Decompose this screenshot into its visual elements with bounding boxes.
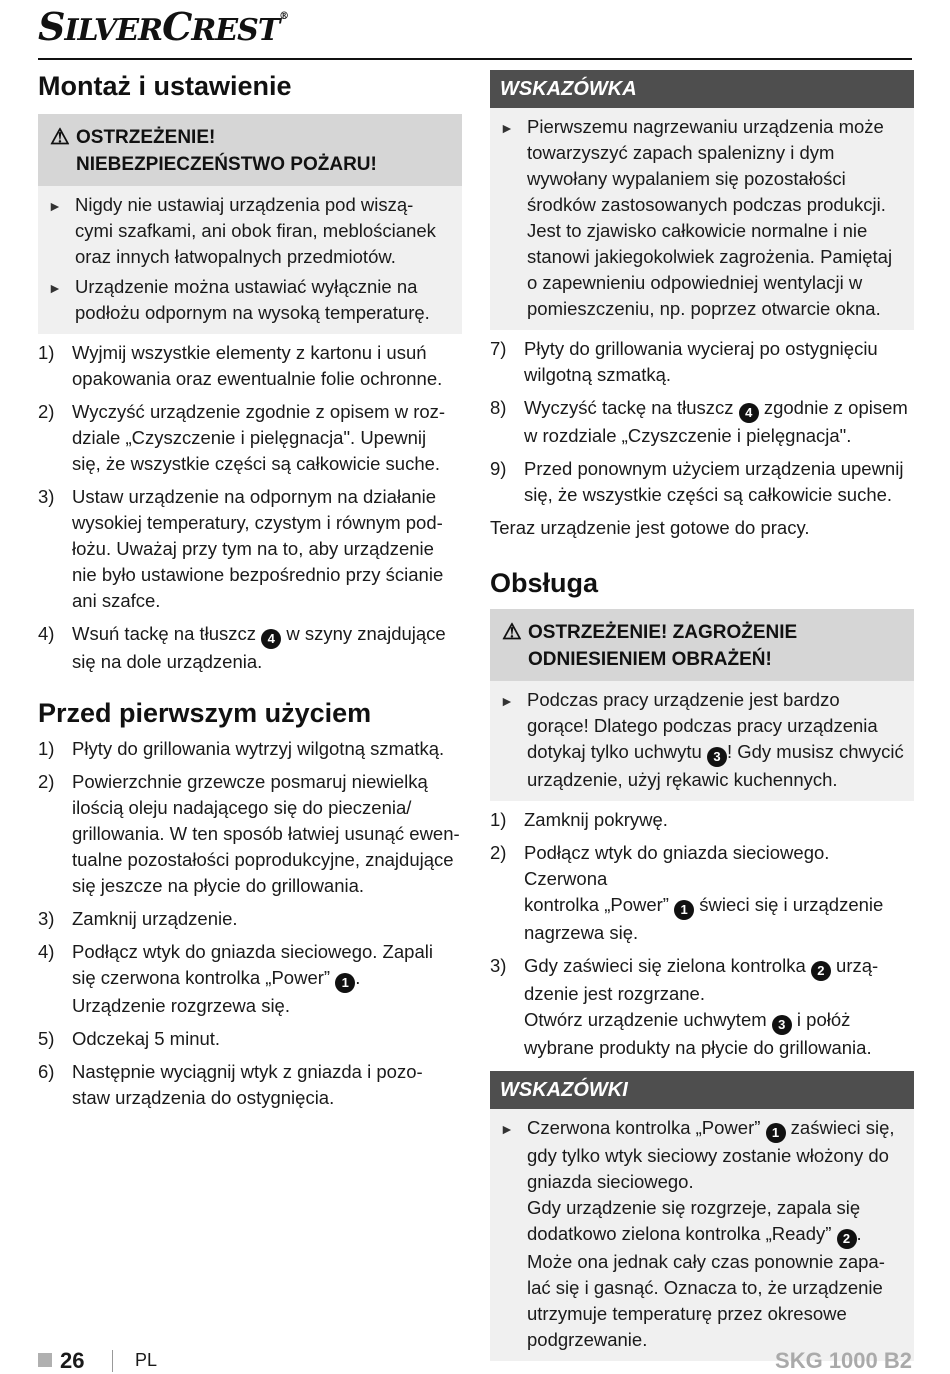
warning-bullet: ► Urządzenie można ustawiać wyłącznie na podłożu odpornym na wysoką temperaturę. (48, 274, 452, 326)
brand-logo: SILVERCREST® (38, 4, 289, 49)
step-item: 6) Następnie wyciągnij wtyk z gniazda i pozo- staw urządzenia do ostygnięcia. (38, 1061, 423, 1109)
ref-number-icon: 3 (772, 1015, 792, 1035)
language-code: PL (135, 1350, 158, 1370)
note-bullet: ► Czerwona kontrolka „Power” 1 zaświeci się, gdy tylko wtyk sieciowy zostanie włożony do gniazda sieciowego. Gdy urządzenie się rozgrzeje, zapala się dodatkowo zielona kontrolka „Ready” 2 . Może ona jednak cały czas ponownie zapa- lać się i gasnąć. Oznacza to, że urządzenie utrzymuje temperaturę przez okresowe podgrzewanie. (500, 1115, 904, 1353)
section-title-montaz: Montaż i ustawienie (38, 71, 292, 101)
ready-text: Teraz urządzenie jest gotowe do pracy. (490, 517, 810, 538)
footer-divider (112, 1350, 113, 1372)
step-item: 1) Zamknij pokrywę. (490, 808, 668, 830)
step-item: 2) Powierzchnie grzewcze posmaruj niewielką ilością oleju nadającego się do pieczenia/ grillowania. W ten sposób łatwiej usunąć ewen- tualne pozostałości poprodukcyjne, znajdujące się jeszcze na płycie do grillowania. (38, 771, 460, 897)
note-bullet: ► Pierwszemu nagrzewaniu urządzenia może towarzyszyć zapach spalenizny i dym wywołany wypalaniem się pozostałości środków zastosowanych podczas produkcji. Jest to zjawisko całkowicie normalne i nie stanowi jakiegokolwiek zagrożenia. Pamiętaj o zapewnieniu odpowiedniej wentylacji w pomieszczeniu, np. poprzez otwarcie okna. (500, 114, 904, 322)
ref-number-icon: 2 (837, 1229, 857, 1249)
note-title: WSKAZÓWKI (490, 1071, 914, 1109)
warning-triangle-icon: ⚠ (50, 123, 70, 149)
ref-number-icon: 4 (261, 629, 281, 649)
step-item: 8) Wyczyść tackę na tłuszcz 4 zgodnie z opisem w rozdziale „Czyszczenie i pielęgnacja". (490, 397, 908, 446)
page-footer (38, 1348, 912, 1374)
arrow-bullet-icon: ► (500, 1120, 514, 1137)
step-item: 4) Wsuń tackę na tłuszcz 4 w szyny znajdujące się na dole urządzenia. (38, 622, 446, 672)
left-column (38, 70, 462, 1118)
ref-number-icon: 3 (707, 747, 727, 767)
ref-number-icon: 4 (739, 403, 759, 423)
step-item: 7) Płyty do grillowania wycieraj po ostygnięciu wilgotną szmatką. (490, 338, 878, 385)
step-item: 3) Zamknij urządzenie. (38, 908, 238, 930)
note-box-first-heating (490, 70, 914, 330)
step-item: 9) Przed ponownym użyciem urządzenia upewnij się, że wszystkie części są całkowicie suche. (490, 458, 904, 505)
footer-square-icon (38, 1353, 52, 1367)
ref-number-icon: 1 (766, 1123, 786, 1143)
step-item: 2) Podłącz wtyk do gniazda sieciowego. Czerwona kontrolka „Power” 1 świeci się i urządzenie nagrzewa się. (490, 841, 884, 943)
step-item: 3) Gdy zaświeci się zielona kontrolka 2 urzą- dzenie jest rozgrzane. Otwórz urządzenie uchwytem 3 i połóż wybrane produkty na płycie do grillowania. (490, 954, 879, 1058)
arrow-bullet-icon: ► (500, 120, 514, 136)
step-item: 5) Odczekaj 5 minut. (38, 1028, 221, 1050)
step-item: 1) Płyty do grillowania wytrzyj wilgotną szmatką. (38, 738, 445, 760)
section-title-obsluga: Obsługa (490, 568, 599, 598)
header-rule (38, 58, 912, 60)
warning-box-fire: ⚠ OSTRZEŻENIE! NIEBEZPIECZEŃSTWO POŻARU! ► Nigdy nie ustawiaj urządzenia pod wiszą- cymi szafkami, ani obok firan, meblościanek oraz innych łatwopalnych przedmiotów. ► Urządzenie można ustawiać wyłącznie na podłożu odpornym na wysoką temperaturę. (38, 114, 462, 334)
arrow-bullet-icon: ► (48, 197, 62, 214)
page-number: 26 (60, 1348, 85, 1373)
warning-box-injury: ⚠ OSTRZEŻENIE! ZAGROŻENIE ODNIESIENIEM OBRAŻEŃ! ► Podczas pracy urządzenie jest bardzo gorące! Dlatego podczas pracy urządzenia dotykaj tylko uchwytu 3 ! Gdy musisz chwycić urządzenie, użyj rękawic kuchennych. (490, 609, 914, 801)
arrow-bullet-icon: ► (500, 692, 514, 709)
step-item: 1) Wyjmij wszystkie elementy z kartonu i usuń opakowania oraz ewentualnie folie ochronne. (38, 341, 443, 389)
warning-bullet: ► Podczas pracy urządzenie jest bardzo gorące! Dlatego podczas pracy urządzenia dotykaj tylko uchwytu 3 ! Gdy musisz chwycić urządzenie, użyj rękawic kuchennych. (500, 687, 904, 793)
note-title: WSKAZÓWKA (490, 70, 914, 108)
step-item: 2) Wyczyść urządzenie zgodnie z opisem w roz- dziale „Czyszczenie i pielęgnacja". Upewnij się, że wszystkie części są całkowicie suche. (38, 400, 446, 474)
warning-bullet: ► Nigdy nie ustawiaj urządzenia pod wiszą- cymi szafkami, ani obok firan, meblościanek oraz innych łatwopalnych przedmiotów. (48, 192, 452, 270)
section-title-przed-pierwszym: Przed pierwszym użyciem (38, 697, 372, 728)
ref-number-icon: 1 (335, 973, 355, 993)
step-item: 4) Podłącz wtyk do gniazda sieciowego. Zapali się czerwona kontrolka „Power” 1 . Urządzenie rozgrzewa się. (38, 941, 433, 1017)
note-box-indicators (490, 1071, 914, 1361)
ref-number-icon: 2 (811, 961, 831, 981)
model-number: SKG 1000 B2 (775, 1348, 912, 1373)
arrow-bullet-icon: ► (48, 279, 62, 296)
ref-number-icon: 1 (674, 900, 694, 920)
step-item: 3) Ustaw urządzenie na odpornym na działanie wysokiej temperatury, czystym i równym pod- łożu. Uważaj przy tym na to, aby urządzenie nie było ustawione bezpośrednio przy ścianie ani szafce. (38, 485, 444, 611)
right-column (490, 70, 914, 1367)
warning-triangle-icon: ⚠ (502, 618, 522, 644)
